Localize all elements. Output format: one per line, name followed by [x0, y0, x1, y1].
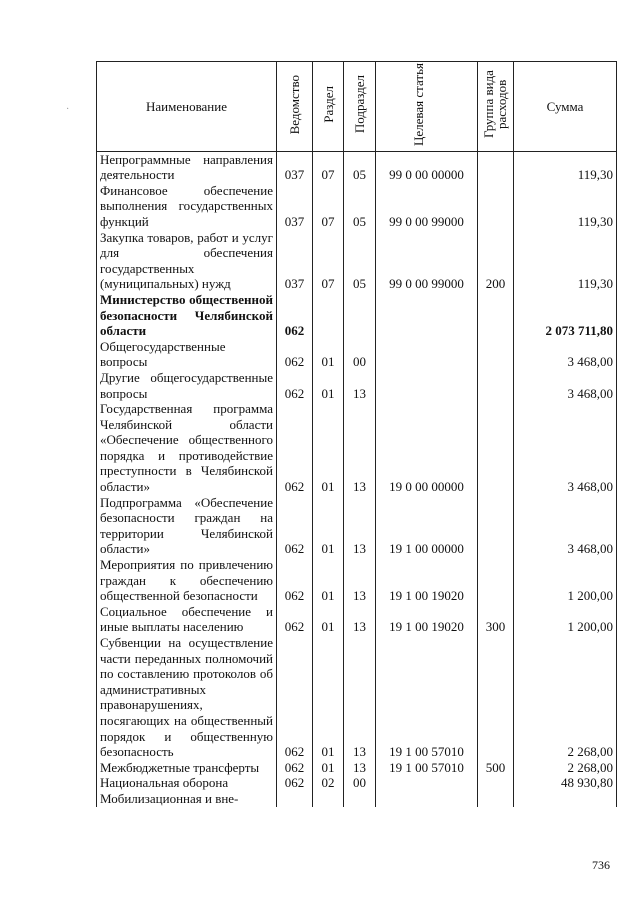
header-amount: Сумма [514, 62, 617, 152]
cell-target-article: 19 0 00 00000 [376, 401, 478, 495]
table-row [97, 557, 617, 604]
cell-subsection: 13 [344, 635, 376, 760]
cell-section: 07 [313, 230, 344, 292]
cell-section: 01 [313, 760, 344, 776]
cell-section: 07 [313, 183, 344, 230]
cell-expense-group [478, 151, 514, 183]
table-row [97, 230, 617, 292]
cell-department: 062 [277, 401, 313, 495]
table-body [97, 151, 617, 806]
cell-name: Другие общегосударственные вопросы [97, 370, 277, 401]
cell-subsection [344, 791, 376, 807]
cell-subsection: 05 [344, 230, 376, 292]
table-row [97, 635, 617, 760]
header-target-article: Целевая статья [376, 62, 478, 152]
cell-target-article: 19 1 00 57010 [376, 635, 478, 760]
cell-expense-group [478, 557, 514, 604]
cell-name: Финансовое обеспечение выполнения государственных функций [97, 183, 277, 230]
cell-amount [514, 791, 617, 807]
cell-expense-group [478, 183, 514, 230]
table-row [97, 495, 617, 557]
cell-target-article [376, 775, 478, 791]
cell-expense-group: 500 [478, 760, 514, 776]
cell-amount: 3 468,00 [514, 370, 617, 401]
table-row [97, 401, 617, 495]
cell-target-article [376, 339, 478, 370]
cell-expense-group [478, 339, 514, 370]
cell-department: 062 [277, 635, 313, 760]
cell-amount: 2 073 711,80 [514, 292, 617, 339]
cell-name: Общегосударственные вопросы [97, 339, 277, 370]
cell-subsection: 13 [344, 401, 376, 495]
cell-subsection [344, 292, 376, 339]
table-row [97, 791, 617, 807]
cell-expense-group: 200 [478, 230, 514, 292]
cell-section: 01 [313, 339, 344, 370]
cell-section [313, 292, 344, 339]
cell-expense-group [478, 370, 514, 401]
cell-subsection: 13 [344, 495, 376, 557]
cell-name: Мероприятия по привлечению граждан к обеспечению общественной безопасности [97, 557, 277, 604]
cell-name: Межбюджетные трансферты [97, 760, 277, 776]
header-name: Наименование [97, 62, 277, 152]
cell-target-article: 99 0 00 99000 [376, 230, 478, 292]
cell-amount: 3 468,00 [514, 401, 617, 495]
cell-section: 01 [313, 604, 344, 635]
cell-name: Государственная программа Челябинской области «Обеспечение общественного порядка и противодействие преступности в Челябинской области» [97, 401, 277, 495]
cell-department: 062 [277, 339, 313, 370]
cell-amount: 119,30 [514, 230, 617, 292]
cell-target-article: 19 1 00 19020 [376, 557, 478, 604]
cell-amount: 1 200,00 [514, 604, 617, 635]
cell-target-article: 19 1 00 00000 [376, 495, 478, 557]
cell-section: 01 [313, 557, 344, 604]
cell-department: 062 [277, 604, 313, 635]
cell-name: Подпрограмма «Обеспечение безопасности граждан на территории Челябинской области» [97, 495, 277, 557]
cell-subsection: 13 [344, 370, 376, 401]
margin-mark: · [66, 104, 70, 115]
cell-department: 062 [277, 775, 313, 791]
cell-amount: 119,30 [514, 151, 617, 183]
cell-name: Министерство общественной безопасности Челябинской области [97, 292, 277, 339]
cell-name: Субвенции на осуществление части переданных полномочий по составлению протоколов об административных правонарушениях, посягающих на общественный порядок и общественную безопасность [97, 635, 277, 760]
cell-amount: 1 200,00 [514, 557, 617, 604]
cell-section: 01 [313, 495, 344, 557]
cell-section [313, 791, 344, 807]
cell-expense-group [478, 791, 514, 807]
header-department: Ведомство [277, 62, 313, 152]
cell-department: 037 [277, 230, 313, 292]
cell-subsection: 13 [344, 760, 376, 776]
cell-amount: 3 468,00 [514, 495, 617, 557]
cell-expense-group [478, 775, 514, 791]
table-row [97, 604, 617, 635]
cell-subsection: 13 [344, 604, 376, 635]
table-row [97, 370, 617, 401]
cell-expense-group: 300 [478, 604, 514, 635]
cell-subsection: 13 [344, 557, 376, 604]
cell-section: 02 [313, 775, 344, 791]
cell-target-article: 19 1 00 19020 [376, 604, 478, 635]
cell-target-article [376, 292, 478, 339]
cell-target-article [376, 791, 478, 807]
cell-department: 037 [277, 151, 313, 183]
cell-department: 062 [277, 760, 313, 776]
table-row [97, 151, 617, 183]
cell-expense-group [478, 401, 514, 495]
cell-department [277, 791, 313, 807]
table-row [97, 339, 617, 370]
header-expense-group: Группа вида расходов [478, 62, 514, 152]
cell-name: Национальная оборона [97, 775, 277, 791]
cell-expense-group [478, 635, 514, 760]
cell-expense-group [478, 495, 514, 557]
cell-section: 01 [313, 635, 344, 760]
cell-amount: 2 268,00 [514, 760, 617, 776]
table-row [97, 760, 617, 776]
page-number: 736 [592, 858, 610, 872]
cell-department: 037 [277, 183, 313, 230]
cell-amount: 48 930,80 [514, 775, 617, 791]
cell-section: 07 [313, 151, 344, 183]
cell-subsection: 00 [344, 775, 376, 791]
cell-target-article: 99 0 00 00000 [376, 151, 478, 183]
cell-department: 062 [277, 495, 313, 557]
cell-target-article: 19 1 00 57010 [376, 760, 478, 776]
cell-amount: 2 268,00 [514, 635, 617, 760]
cell-subsection: 05 [344, 151, 376, 183]
cell-name: Закупка товаров, работ и услуг для обеспечения государственных (муниципальных) нужд [97, 230, 277, 292]
cell-amount: 119,30 [514, 183, 617, 230]
table-row [97, 775, 617, 791]
cell-subsection: 00 [344, 339, 376, 370]
header-row [97, 62, 617, 152]
cell-department: 062 [277, 292, 313, 339]
table-row [97, 292, 617, 339]
cell-subsection: 05 [344, 183, 376, 230]
cell-section: 01 [313, 401, 344, 495]
cell-name: Мобилизационная и вне- [97, 791, 277, 807]
cell-target-article [376, 370, 478, 401]
cell-expense-group [478, 292, 514, 339]
cell-name: Социальное обеспечение и иные выплаты населению [97, 604, 277, 635]
cell-target-article: 99 0 00 99000 [376, 183, 478, 230]
budget-table [96, 61, 617, 807]
table-row [97, 183, 617, 230]
header-section: Раздел [313, 62, 344, 152]
cell-section: 01 [313, 370, 344, 401]
header-subsection: Подраздел [344, 62, 376, 152]
cell-amount: 3 468,00 [514, 339, 617, 370]
cell-department: 062 [277, 557, 313, 604]
cell-name: Непрограммные направления деятельности [97, 151, 277, 183]
cell-department: 062 [277, 370, 313, 401]
